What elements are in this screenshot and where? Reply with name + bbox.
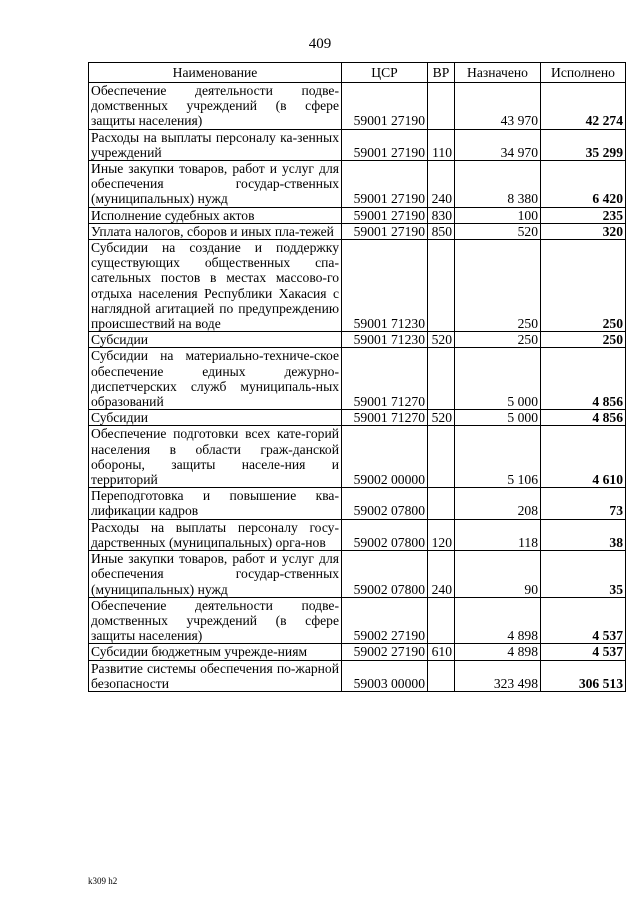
table-row xyxy=(89,129,626,160)
table-row xyxy=(89,348,626,410)
row-vr: 850 xyxy=(428,223,455,239)
row-name: Иные закупки товаров, работ и услуг для обеспечения государ-ственных (муниципальных) нужд xyxy=(89,551,342,598)
row-vr: 830 xyxy=(428,207,455,223)
row-csr: 59001 71270 xyxy=(342,348,428,410)
row-csr: 59001 71230 xyxy=(342,240,428,332)
row-vr xyxy=(428,660,455,691)
row-csr: 59002 00000 xyxy=(342,426,428,488)
row-executed: 38 xyxy=(541,519,626,550)
row-vr: 120 xyxy=(428,519,455,550)
row-csr: 59002 27190 xyxy=(342,644,428,660)
row-csr: 59001 27190 xyxy=(342,161,428,208)
row-executed: 235 xyxy=(541,207,626,223)
row-planned: 4 898 xyxy=(455,597,541,644)
row-executed: 73 xyxy=(541,488,626,519)
table-row xyxy=(89,426,626,488)
row-executed: 4 537 xyxy=(541,644,626,660)
row-executed: 42 274 xyxy=(541,83,626,130)
row-vr: 240 xyxy=(428,551,455,598)
row-executed: 250 xyxy=(541,240,626,332)
row-name: Обеспечение подготовки всех кате-горий населения в области граж-данской обороны, защиты населе-ния и территорий xyxy=(89,426,342,488)
table-row xyxy=(89,83,626,130)
row-name: Исполнение судебных актов xyxy=(89,207,342,223)
row-csr: 59001 27190 xyxy=(342,223,428,239)
row-csr: 59002 07800 xyxy=(342,488,428,519)
row-name: Переподготовка и повышение ква-лификации кадров xyxy=(89,488,342,519)
table-row xyxy=(89,551,626,598)
row-vr xyxy=(428,426,455,488)
row-executed: 306 513 xyxy=(541,660,626,691)
row-vr xyxy=(428,488,455,519)
table-row xyxy=(89,597,626,644)
row-vr: 610 xyxy=(428,644,455,660)
row-name: Обеспечение деятельности подве-домственных учреждений (в сфере защиты населения) xyxy=(89,597,342,644)
header-csr: ЦСР xyxy=(342,63,428,83)
table-row xyxy=(89,488,626,519)
table-row xyxy=(89,519,626,550)
row-name: Субсидии xyxy=(89,410,342,426)
row-csr: 59002 07800 xyxy=(342,519,428,550)
row-name: Субсидии на создание и поддержку существующих общественных спа-сательных постов в местах массово-го отдыха населения Республики Хакасия с наглядной агитацией по предупреждению происшествий на воде xyxy=(89,240,342,332)
table-row xyxy=(89,332,626,348)
page-number: 409 xyxy=(308,36,332,52)
row-name: Уплата налогов, сборов и иных пла-тежей xyxy=(89,223,342,239)
row-planned: 118 xyxy=(455,519,541,550)
row-vr: 240 xyxy=(428,161,455,208)
row-planned: 250 xyxy=(455,240,541,332)
row-executed: 6 420 xyxy=(541,161,626,208)
row-planned: 34 970 xyxy=(455,129,541,160)
row-executed: 4 537 xyxy=(541,597,626,644)
row-executed: 4 856 xyxy=(541,410,626,426)
row-planned: 520 xyxy=(455,223,541,239)
row-name: Обеспечение деятельности подве-домственных учреждений (в сфере защиты населения) xyxy=(89,83,342,130)
row-name: Субсидии на материально-техниче-ское обеспечение единых дежурно-диспетчерских служб муниципаль-ных образований xyxy=(89,348,342,410)
row-csr: 59001 27190 xyxy=(342,83,428,130)
row-csr: 59001 27190 xyxy=(342,129,428,160)
row-planned: 8 380 xyxy=(455,161,541,208)
footer-code: k309 h2 xyxy=(88,876,118,886)
table-row xyxy=(89,644,626,660)
row-planned: 250 xyxy=(455,332,541,348)
row-vr: 520 xyxy=(428,332,455,348)
row-name: Субсидии бюджетным учрежде-ниям xyxy=(89,644,342,660)
row-planned: 100 xyxy=(455,207,541,223)
row-vr xyxy=(428,240,455,332)
row-name: Иные закупки товаров, работ и услуг для обеспечения государ-ственных (муниципальных) нужд xyxy=(89,161,342,208)
row-vr: 520 xyxy=(428,410,455,426)
row-name: Развитие системы обеспечения по-жарной безопасности xyxy=(89,660,342,691)
row-csr: 59001 71270 xyxy=(342,410,428,426)
header-planned: Назначено xyxy=(455,63,541,83)
row-csr: 59002 07800 xyxy=(342,551,428,598)
table-row xyxy=(89,240,626,332)
header-executed: Исполнено xyxy=(541,63,626,83)
table-header-row xyxy=(89,63,626,83)
row-executed: 4 610 xyxy=(541,426,626,488)
row-csr: 59003 00000 xyxy=(342,660,428,691)
row-vr xyxy=(428,597,455,644)
header-name: Наименование xyxy=(89,63,342,83)
row-name: Субсидии xyxy=(89,332,342,348)
row-planned: 5 106 xyxy=(455,426,541,488)
row-csr: 59002 27190 xyxy=(342,597,428,644)
row-vr xyxy=(428,83,455,130)
row-planned: 90 xyxy=(455,551,541,598)
row-name: Расходы на выплаты персоналу ка-зенных учреждений xyxy=(89,129,342,160)
row-planned: 43 970 xyxy=(455,83,541,130)
row-executed: 35 xyxy=(541,551,626,598)
table-row xyxy=(89,207,626,223)
row-executed: 320 xyxy=(541,223,626,239)
row-name: Расходы на выплаты персоналу госу-дарственных (муниципальных) орга-нов xyxy=(89,519,342,550)
table-body xyxy=(89,83,626,692)
row-csr: 59001 71230 xyxy=(342,332,428,348)
table-row xyxy=(89,223,626,239)
table-row xyxy=(89,410,626,426)
row-vr xyxy=(428,348,455,410)
budget-table xyxy=(88,62,626,692)
row-planned: 4 898 xyxy=(455,644,541,660)
row-vr: 110 xyxy=(428,129,455,160)
row-planned: 208 xyxy=(455,488,541,519)
row-planned: 323 498 xyxy=(455,660,541,691)
row-csr: 59001 27190 xyxy=(342,207,428,223)
row-executed: 4 856 xyxy=(541,348,626,410)
header-vr: ВР xyxy=(428,63,455,83)
row-executed: 250 xyxy=(541,332,626,348)
row-executed: 35 299 xyxy=(541,129,626,160)
table-row xyxy=(89,161,626,208)
row-planned: 5 000 xyxy=(455,410,541,426)
table-row xyxy=(89,660,626,691)
row-planned: 5 000 xyxy=(455,348,541,410)
